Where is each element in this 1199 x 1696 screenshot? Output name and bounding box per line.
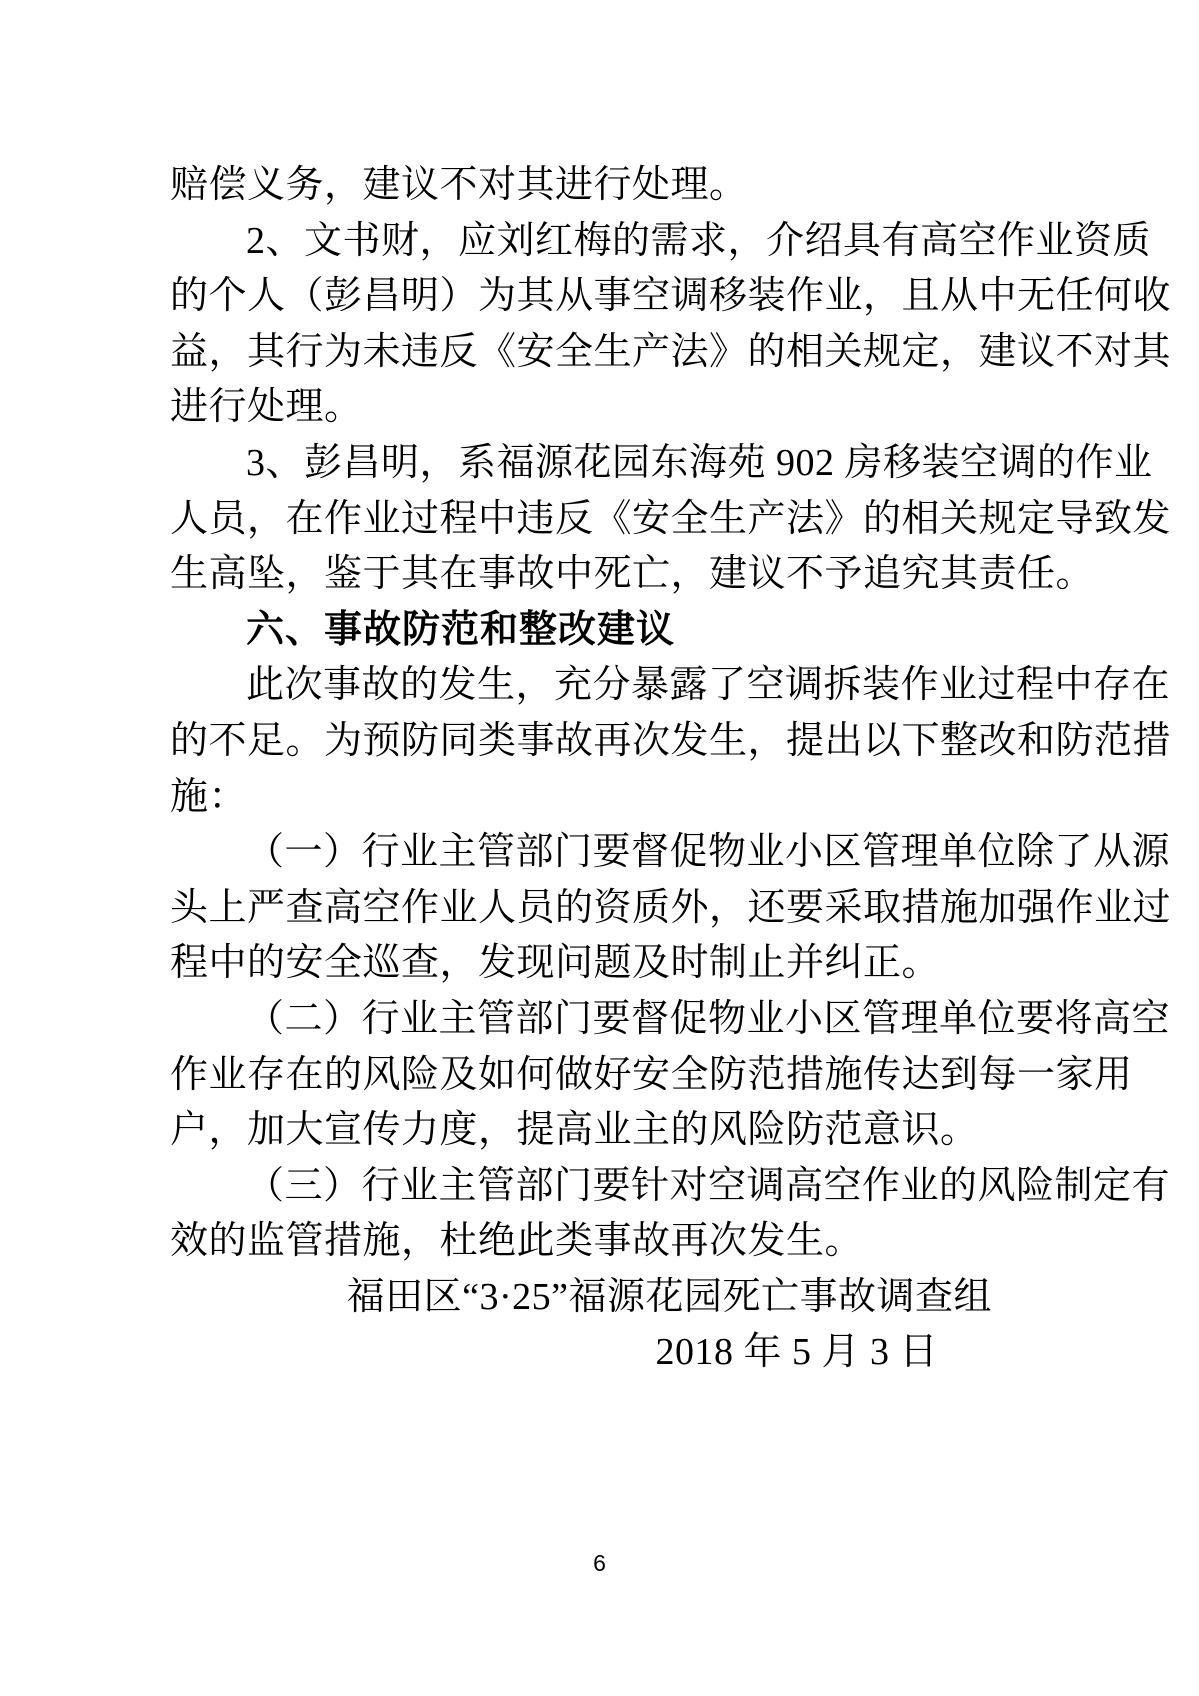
body-line: 效的监管措施，杜绝此类事故再次发生。 bbox=[170, 1220, 864, 1263]
body-line: 进行处理。 bbox=[170, 386, 363, 429]
body-line: （一）行业主管部门要督促物业小区管理单位除了从源 bbox=[246, 831, 1171, 874]
body-line: （三）行业主管部门要针对空调高空作业的风险制定有 bbox=[246, 1164, 1171, 1207]
body-line: 赔偿义务，建议不对其进行处理。 bbox=[170, 164, 748, 206]
date-line: 2018 年 5 月 3 日 bbox=[655, 1331, 938, 1374]
body-line: 益，其行为未违反《安全生产法》的相关规定，建议不对其 bbox=[170, 330, 1172, 373]
body-line: 人员，在作业过程中违反《安全生产法》的相关规定导致发 bbox=[170, 497, 1172, 540]
body-line: 生高坠，鉴于其在事故中死亡，建议不予追究其责任。 bbox=[170, 553, 1095, 596]
body-line: 的不足。为预防同类事故再次发生，提出以下整改和防范措 bbox=[170, 719, 1172, 762]
section-heading: 六、事故防范和整改建议 bbox=[246, 608, 676, 651]
body-line: 作业存在的风险及如何做好安全防范措施传达到每一家用 bbox=[170, 1053, 1133, 1096]
body-line: 施： bbox=[170, 775, 248, 818]
body-line: 的个人（彭昌明）为其从事空调移装作业，且从中无任何收 bbox=[170, 275, 1172, 318]
body-line: 2、文书财，应刘红梅的需求，介绍具有高空作业资质 bbox=[246, 219, 1152, 262]
body-line: 3、彭昌明，系福源花园东海苑 902 房移装空调的作业 bbox=[246, 441, 1153, 484]
body-line: 程中的安全巡查，发现问题及时制止并纠正。 bbox=[170, 942, 941, 985]
page-number: 6 bbox=[593, 1550, 606, 1576]
body-line: 头上严查高空作业人员的资质外，还要采取措施加强作业过 bbox=[170, 886, 1172, 929]
body-line: （二）行业主管部门要督促物业小区管理单位要将高空 bbox=[246, 997, 1171, 1040]
signature-line: 福田区“3·25”福源花园死亡事故调查组 bbox=[346, 1275, 992, 1318]
document-body bbox=[170, 158, 1172, 1381]
body-line: 户，加大宣传力度，提高业主的风险防范意识。 bbox=[170, 1109, 979, 1152]
body-line: 此次事故的发生，充分暴露了空调拆装作业过程中存在 bbox=[246, 664, 1171, 707]
